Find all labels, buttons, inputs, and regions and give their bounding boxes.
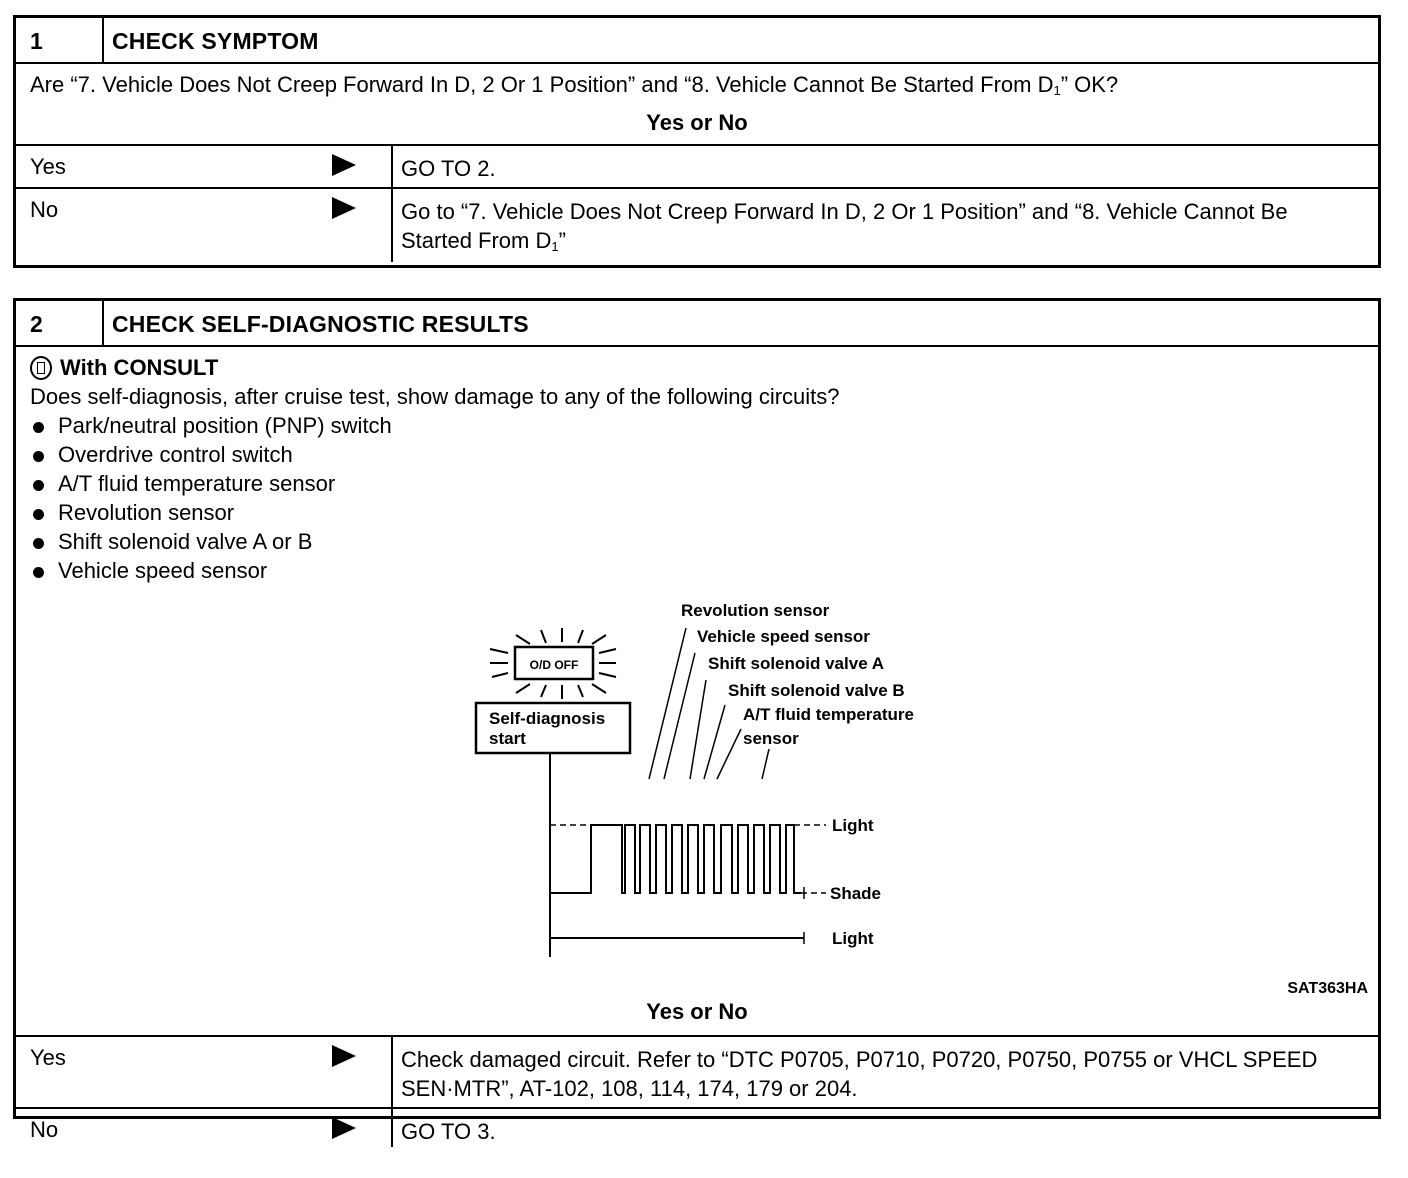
arrow-right-icon: [332, 197, 356, 219]
consult-label: With CONSULT: [60, 355, 219, 380]
subscript: 1: [1053, 83, 1061, 98]
figure-code: SAT363HA: [1287, 980, 1368, 997]
subscript: 1: [551, 239, 559, 254]
leader-lines: [649, 628, 769, 779]
step-1-box: [13, 15, 1381, 268]
no-action: GO TO 3.: [401, 1119, 496, 1144]
step-1-question: [16, 64, 1378, 104]
step-title: CHECK SYMPTOM: [112, 28, 319, 54]
yes-cell: [16, 1037, 393, 1107]
label-vehicle-speed-sensor: Vehicle speed sensor: [697, 627, 870, 646]
step-title: CHECK SELF-DIAGNOSTIC RESULTS: [112, 311, 529, 337]
yes-row: [16, 144, 1378, 187]
step-number: 2: [16, 301, 104, 345]
no-row: [16, 1107, 1378, 1147]
step-2-content: [16, 347, 1378, 999]
yes-action: GO TO 2.: [401, 156, 496, 181]
list-item: Shift solenoid valve A or B: [30, 527, 1378, 556]
pulse-waveform: [550, 753, 826, 957]
list-item: Vehicle speed sensor: [30, 556, 1378, 585]
no-action: [393, 189, 1378, 262]
step-2-box: [13, 298, 1381, 1144]
no-cell: [16, 1109, 393, 1147]
start-label-line2: start: [489, 729, 526, 748]
label-revolution-sensor: Revolution sensor: [681, 601, 830, 620]
self-diagnosis-diagram: [16, 347, 1378, 999]
arrow-right-icon: [332, 1045, 356, 1067]
list-item: Revolution sensor: [30, 498, 1378, 527]
question-text: Are “7. Vehicle Does Not Creep Forward In D, 2 Or 1 Position” and “8. Vehicle Cannot Be Started From D: [30, 72, 1054, 97]
light-label-bottom: Light: [832, 929, 874, 948]
shade-label: Shade: [830, 884, 882, 903]
no-cell: [16, 189, 393, 262]
step-1-header: [16, 18, 1378, 64]
arrow-right-icon: [332, 154, 356, 176]
label-fluid-temp-line2: sensor: [743, 729, 799, 748]
od-off-text: O/D OFF: [529, 658, 579, 672]
yes-label: Yes: [30, 154, 66, 179]
no-row: [16, 187, 1378, 262]
yes-or-no-label: Yes or No: [646, 999, 748, 1024]
arrow-right-icon: [332, 1117, 356, 1139]
no-label: No: [30, 197, 59, 222]
light-label-top: Light: [832, 816, 874, 835]
yes-cell: [16, 146, 393, 187]
step-2-question: Does self-diagnosis, after cruise test, show damage to any of the following circuits?: [30, 384, 840, 409]
no-action-text-end: ”: [558, 228, 566, 253]
start-label-line1: Self-diagnosis: [489, 709, 606, 728]
list-item: Park/neutral position (PNP) switch: [30, 411, 1378, 440]
label-shift-solenoid-b: Shift solenoid valve B: [728, 681, 905, 700]
step-2-header: [16, 301, 1378, 347]
yes-row: [16, 1035, 1378, 1107]
yes-label: Yes: [30, 1045, 66, 1070]
no-label: No: [30, 1117, 59, 1142]
yes-action: Check damaged circuit. Refer to “DTC P0705, P0710, P0720, P0750, P0755 or VHCL SPEED SEN·MTR”, AT-102, 108, 114, 174, 179 or 204.: [401, 1047, 1318, 1101]
step-number: 1: [16, 18, 104, 62]
label-shift-solenoid-a: Shift solenoid valve A: [708, 654, 885, 673]
list-item: Overdrive control switch: [30, 440, 1378, 469]
no-action-text: Go to “7. Vehicle Does Not Creep Forward In D, 2 Or 1 Position” and “8. Vehicle Cannot Be Started From D: [401, 199, 1288, 253]
yes-or-no-label: Yes or No: [646, 110, 748, 135]
list-item: A/T fluid temperature sensor: [30, 469, 1378, 498]
question-text-end: ” OK?: [1060, 72, 1119, 97]
label-fluid-temp-line1: A/T fluid temperature: [743, 705, 914, 724]
